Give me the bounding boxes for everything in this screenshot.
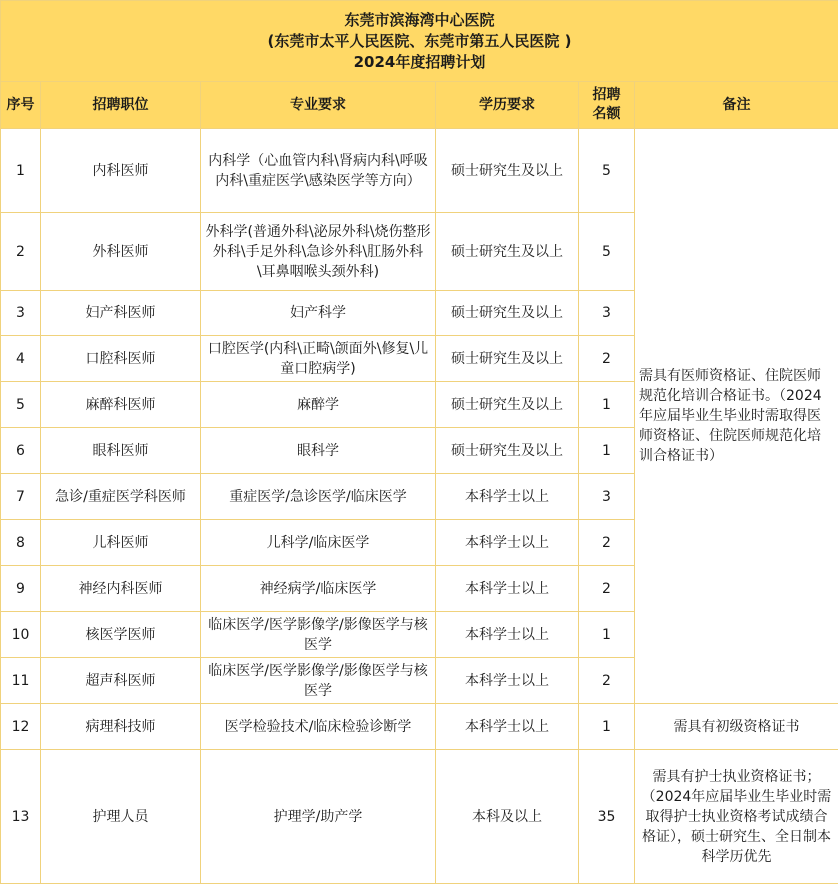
row-position: 儿科医师 — [41, 520, 201, 566]
row-no: 3 — [1, 291, 41, 336]
row-no: 9 — [1, 566, 41, 612]
row-quota: 3 — [579, 474, 635, 520]
row-no: 5 — [1, 382, 41, 428]
row-quota: 2 — [579, 658, 635, 704]
row-position: 妇产科医师 — [41, 291, 201, 336]
row-position: 眼科医师 — [41, 428, 201, 474]
table-row — [1, 129, 838, 213]
row-quota: 1 — [579, 428, 635, 474]
row-major: 神经病学/临床医学 — [201, 566, 436, 612]
row-no: 4 — [1, 336, 41, 382]
row-education: 本科及以上 — [436, 750, 579, 884]
row-quota: 1 — [579, 612, 635, 658]
row-major: 儿科学/临床医学 — [201, 520, 436, 566]
title-row — [1, 1, 838, 82]
header-education: 学历要求 — [436, 82, 579, 129]
row-no: 7 — [1, 474, 41, 520]
row-major: 护理学/助产学 — [201, 750, 436, 884]
row-education: 硕士研究生及以上 — [436, 428, 579, 474]
row-major: 眼科学 — [201, 428, 436, 474]
row-education: 本科学士以上 — [436, 658, 579, 704]
title-line-1: 东莞市滨海湾中心医院 — [344, 10, 495, 29]
header-quota — [579, 82, 635, 129]
row-education: 硕士研究生及以上 — [436, 382, 579, 428]
table-row — [1, 704, 838, 750]
row-position: 外科医师 — [41, 213, 201, 291]
header-quota-line-2: 名额 — [592, 106, 621, 122]
row-major: 医学检验技术/临床检验诊断学 — [201, 704, 436, 750]
remark-doctors: 需具有医师资格证、住院医师规范化培训合格证书。（2024年应届毕业生毕业时需取得医师资格证、住院医师规范化培训合格证书） — [635, 129, 838, 704]
row-education: 本科学士以上 — [436, 704, 579, 750]
row-quota: 2 — [579, 566, 635, 612]
row-position: 麻醉科医师 — [41, 382, 201, 428]
row-major: 内科学（心血管内科\肾病内科\呼吸内科\重症医学\感染医学等方向） — [201, 129, 436, 213]
row-quota: 5 — [579, 213, 635, 291]
header-row — [1, 82, 838, 129]
remark-nursing: 需具有护士执业资格证书；（2024年应届毕业生毕业时需取得护士执业资格考试成绩合格证），硕士研究生、全日制本科学历优先 — [635, 750, 838, 884]
row-position: 核医学医师 — [41, 612, 201, 658]
row-position: 口腔科医师 — [41, 336, 201, 382]
row-quota: 1 — [579, 704, 635, 750]
header-major: 专业要求 — [201, 82, 436, 129]
header-quota-line-1: 招聘 — [592, 87, 621, 103]
row-major: 麻醉学 — [201, 382, 436, 428]
title-line-2: (东莞市太平人民医院、东莞市第五人民医院 ) — [267, 31, 572, 50]
row-quota: 35 — [579, 750, 635, 884]
row-no: 12 — [1, 704, 41, 750]
row-education: 硕士研究生及以上 — [436, 213, 579, 291]
row-major: 临床医学/医学影像学/影像医学与核医学 — [201, 658, 436, 704]
row-major: 口腔医学(内科\正畸\颌面外\修复\儿童口腔病学) — [201, 336, 436, 382]
row-education: 本科学士以上 — [436, 520, 579, 566]
row-education: 硕士研究生及以上 — [436, 336, 579, 382]
row-education: 硕士研究生及以上 — [436, 291, 579, 336]
row-quota: 3 — [579, 291, 635, 336]
row-no: 2 — [1, 213, 41, 291]
row-quota: 2 — [579, 520, 635, 566]
row-education: 本科学士以上 — [436, 474, 579, 520]
row-position: 急诊/重症医学科医师 — [41, 474, 201, 520]
header-remarks: 备注 — [635, 82, 838, 129]
row-education: 本科学士以上 — [436, 566, 579, 612]
row-education: 硕士研究生及以上 — [436, 129, 579, 213]
row-no: 13 — [1, 750, 41, 884]
row-no: 11 — [1, 658, 41, 704]
row-no: 6 — [1, 428, 41, 474]
header-no: 序号 — [1, 82, 41, 129]
row-no: 1 — [1, 129, 41, 213]
remark-pathology: 需具有初级资格证书 — [635, 704, 838, 750]
row-position: 超声科医师 — [41, 658, 201, 704]
row-major: 妇产科学 — [201, 291, 436, 336]
row-quota: 5 — [579, 129, 635, 213]
row-position: 护理人员 — [41, 750, 201, 884]
title-line-3: 2024年度招聘计划 — [353, 52, 486, 71]
row-position: 病理科技师 — [41, 704, 201, 750]
table-title — [1, 1, 838, 82]
row-position: 内科医师 — [41, 129, 201, 213]
row-no: 8 — [1, 520, 41, 566]
row-no: 10 — [1, 612, 41, 658]
row-quota: 2 — [579, 336, 635, 382]
row-major: 外科学(普通外科\泌尿外科\烧伤整形外科\手足外科\急诊外科\肛肠外科\耳鼻咽喉头颈外科) — [201, 213, 436, 291]
row-quota: 1 — [579, 382, 635, 428]
header-position: 招聘职位 — [41, 82, 201, 129]
row-education: 本科学士以上 — [436, 612, 579, 658]
row-major: 临床医学/医学影像学/影像医学与核医学 — [201, 612, 436, 658]
row-major: 重症医学/急诊医学/临床医学 — [201, 474, 436, 520]
table-row — [1, 750, 838, 884]
row-position: 神经内科医师 — [41, 566, 201, 612]
